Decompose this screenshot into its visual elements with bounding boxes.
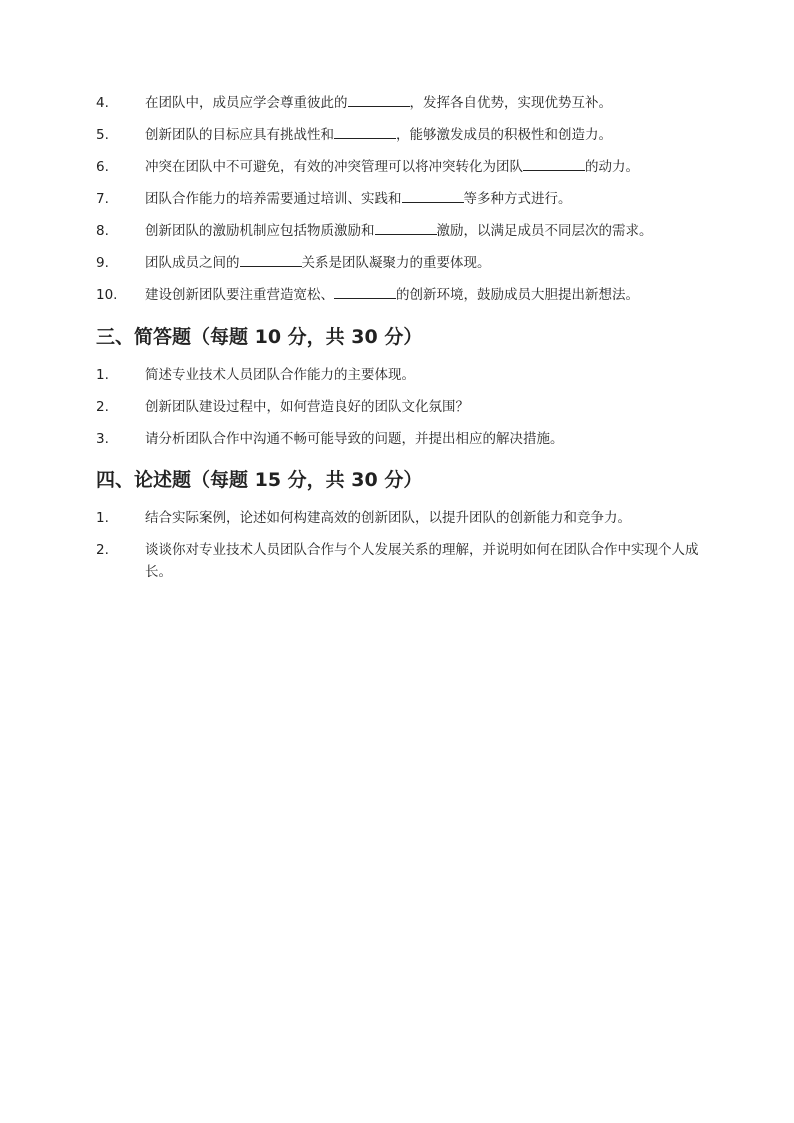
item-text-after: 的创新环境，鼓励成员大胆提出新想法。	[396, 287, 639, 303]
item-text-after: 等多种方式进行。	[463, 191, 572, 207]
short-answer-item-3	[96, 428, 705, 450]
item-number: 1.	[96, 367, 109, 383]
item-text-before: 团队合作能力的培养需要通过培训、实践和	[145, 191, 402, 207]
answer-blank	[334, 124, 396, 139]
item-number: 7.	[96, 191, 109, 207]
item-number: 8.	[96, 223, 109, 239]
item-text: 请分析团队合作中沟通不畅可能导致的问题，并提出相应的解决措施。	[145, 431, 564, 447]
item-number: 1.	[96, 510, 109, 526]
item-number: 4.	[96, 95, 109, 111]
answer-blank	[523, 156, 585, 171]
fill-in-item-7	[96, 188, 705, 210]
short-answer-item-2	[96, 396, 705, 418]
short-answer-list	[0, 364, 794, 450]
item-number: 6.	[96, 159, 109, 175]
item-number: 2.	[96, 542, 109, 558]
fill-in-item-10	[96, 284, 705, 306]
answer-blank	[348, 92, 410, 107]
item-text-after: ，发挥各自优势，实现优势互补。	[409, 95, 612, 111]
item-text-before: 冲突在团队中不可避免，有效的冲突管理可以将冲突转化为团队	[145, 159, 523, 175]
item-text-before: 团队成员之间的	[145, 255, 240, 271]
answer-blank	[240, 252, 302, 267]
fill-in-item-9	[96, 252, 705, 274]
fill-in-blank-list	[0, 92, 794, 306]
fill-in-item-8	[96, 220, 705, 242]
section-title-short-answer: 三、简答题（每题 10 分，共 30 分）	[96, 326, 423, 348]
fill-in-item-4	[96, 92, 705, 114]
short-answer-item-1	[96, 364, 705, 386]
item-number: 3.	[96, 431, 109, 447]
fill-in-item-5	[96, 124, 705, 146]
item-text-after: 关系是团队凝聚力的重要体现。	[301, 255, 491, 271]
item-text: 谈谈你对专业技术人员团队合作与个人发展关系的理解，并说明如何在团队合作中实现个人成长。	[145, 542, 699, 580]
item-number: 10.	[96, 287, 118, 303]
answer-blank	[334, 284, 396, 299]
answer-blank	[402, 188, 464, 203]
item-number: 5.	[96, 127, 109, 143]
item-text-before: 在团队中，成员应学会尊重彼此的	[145, 95, 348, 111]
essay-list	[0, 507, 794, 583]
item-text: 结合实际案例，论述如何构建高效的创新团队，以提升团队的创新能力和竞争力。	[145, 510, 631, 526]
essay-item-2	[96, 539, 705, 583]
item-number: 9.	[96, 255, 109, 271]
item-text-after: ，能够激发成员的积极性和创造力。	[396, 127, 612, 143]
item-text-after: 的动力。	[585, 159, 639, 175]
item-text-after: 激励，以满足成员不同层次的需求。	[436, 223, 653, 239]
essay-item-1	[96, 507, 705, 529]
item-text-before: 建设创新团队要注重营造宽松、	[145, 287, 334, 303]
item-text: 简述专业技术人员团队合作能力的主要体现。	[145, 367, 415, 383]
item-text-before: 创新团队的激励机制应包括物质激励和	[145, 223, 375, 239]
section-title-essay: 四、论述题（每题 15 分，共 30 分）	[96, 469, 423, 491]
item-text-before: 创新团队的目标应具有挑战性和	[145, 127, 334, 143]
item-text: 创新团队建设过程中，如何营造良好的团队文化氛围？	[145, 399, 469, 415]
item-number: 2.	[96, 399, 109, 415]
fill-in-item-6	[96, 156, 705, 178]
answer-blank	[375, 220, 437, 235]
